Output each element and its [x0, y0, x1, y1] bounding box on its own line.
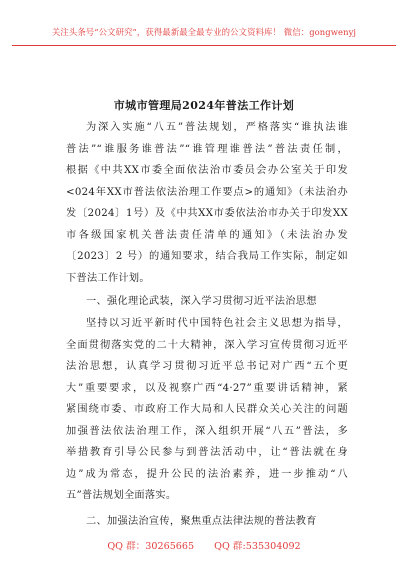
text-line: 五”普法规划全面落实。 — [66, 490, 177, 501]
section-heading: 二、加强法治宣传，聚焦重点法律法规的普法教育 — [86, 516, 317, 527]
text-line: 加强普法依法治理工作，深入组织开展“八五”普法，多 — [66, 425, 348, 437]
text-line: <024年XX市普法依法治理工作要点>的通知》（未法治办 — [66, 186, 348, 198]
section-2-heading-block — [66, 511, 348, 533]
text-line: 为深入实施“八五”普法规划，严格落实“谁执法谁 — [86, 122, 348, 133]
intro-paragraph — [66, 117, 348, 289]
text-line: 发〔2024〕1号）及《中共XX市委依法治市办关于印发XX — [66, 208, 348, 219]
text-line: 市各级国家机关普法责任清单的通知》（未法治办发 — [66, 229, 348, 241]
header-promo-text: 关注头条号“公文研究”，获得最新最全最专业的公文资料库！ 微信：gongwenyj — [51, 27, 357, 37]
section-1-heading-block — [66, 291, 348, 313]
text-line: 紧围绕市委、市政府工作大局和人民群众关心关注的问题 — [66, 404, 348, 415]
text-line: 大”重要要求，以及视察广西“4·27”重要讲话精神，紧 — [66, 382, 348, 394]
text-line: 法治思想，认真学习贯彻习近平总书记对广西“五个更 — [66, 361, 348, 372]
section-1-paragraph — [66, 313, 348, 507]
text-line: 边”成为常态，提升公民的法治素养，进一步推动“八 — [66, 468, 348, 480]
text-line: 根据《中共XX市委全面依法治市委员会办公室关于印发 — [66, 165, 348, 176]
text-line: 全面贯彻落实党的二十大精神，深入学习宣传贯彻习近平 — [66, 339, 348, 351]
text-line: 普法”“谁服务谁普法”“谁管理谁普法”普法责任制， — [66, 143, 348, 155]
text-line: 坚持以习近平新时代中国特色社会主义思想为指导， — [86, 318, 348, 329]
footer-qq-group-2: QQ 群:535304092 — [214, 541, 301, 552]
header-divider — [12, 45, 396, 46]
section-heading: 一、强化理论武装，深入学习贯彻习近平法治思想 — [86, 296, 317, 307]
document-title: 市城市管理局2024年普法工作计划 — [113, 99, 295, 112]
text-line: 〔2023〕2 号）的通知要求，结合我局工作实际，制定如 — [66, 251, 348, 262]
footer-qq-group-1: QQ 群：30265665 — [107, 541, 195, 552]
footer-contact — [0, 538, 408, 552]
text-line: 下普法工作计划。 — [66, 272, 150, 284]
text-line: 举措教育引导公民参与到普法活动中，让“普法就在身 — [66, 447, 348, 458]
